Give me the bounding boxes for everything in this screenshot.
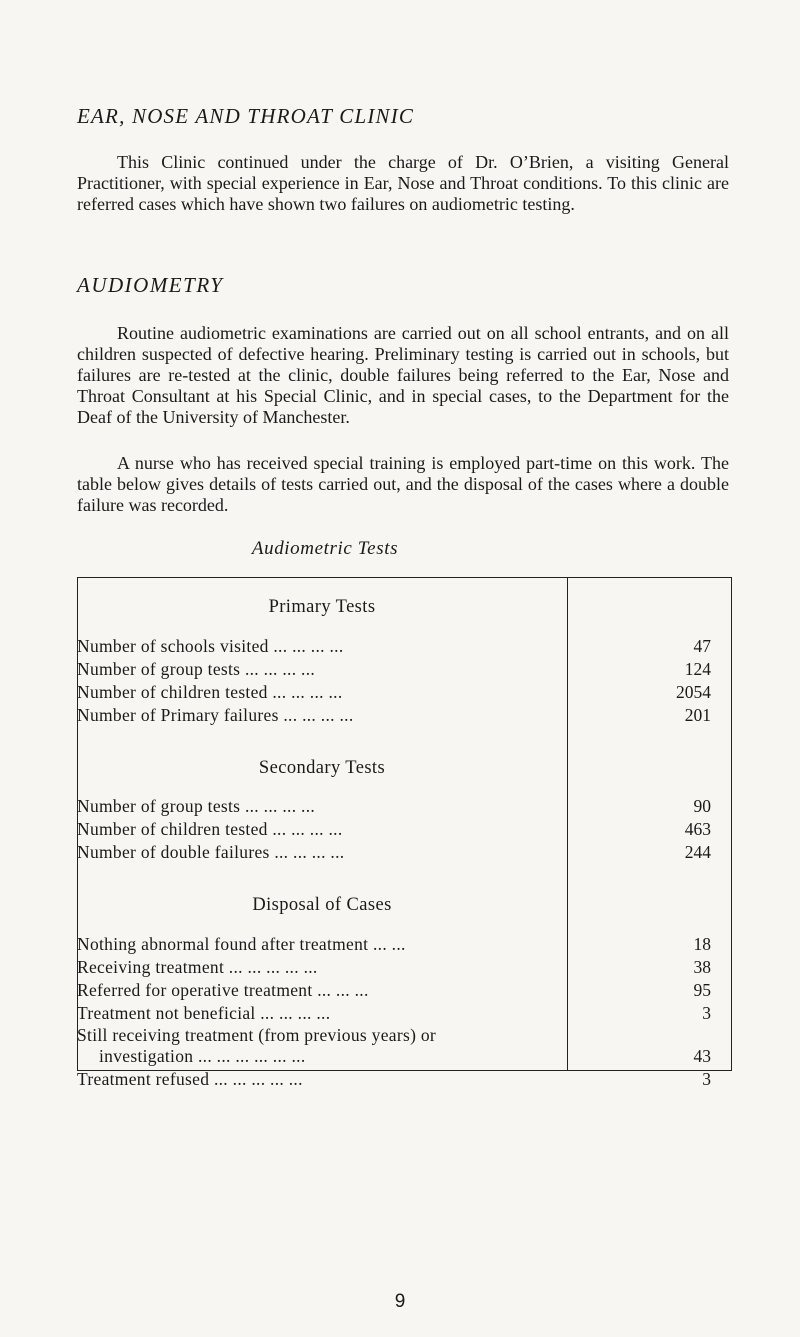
- row-label: Number of group tests ... ... ... ...: [77, 659, 316, 679]
- row-label: Still receiving treatment (from previous years) or: [77, 1025, 437, 1045]
- row-label: investigation ... ... ... ... ... ...: [99, 1046, 306, 1066]
- row-value: 463: [684, 819, 711, 839]
- table-row: [77, 1046, 733, 1068]
- table-row: [77, 980, 733, 1002]
- row-value: 95: [693, 980, 711, 1000]
- row-value: 90: [693, 796, 711, 816]
- section-title-secondary: Secondary Tests: [258, 758, 386, 778]
- table-row: [77, 819, 733, 841]
- row-label: Number of double failures ... ... ... ...: [77, 842, 345, 862]
- table-row: [77, 1003, 733, 1025]
- row-value: 18: [693, 934, 711, 954]
- table-row: [77, 659, 733, 681]
- table-row: [77, 705, 733, 727]
- row-value: 38: [693, 957, 711, 977]
- table-row: [77, 934, 733, 956]
- table-row: [77, 957, 733, 979]
- row-label: Number of group tests ... ... ... ...: [77, 796, 316, 816]
- row-label: Receiving treatment ... ... ... ... ...: [77, 957, 318, 977]
- section-title-disposal: Disposal of Cases: [252, 895, 392, 915]
- audiometry-heading: AUDIOMETRY: [77, 273, 224, 297]
- row-label: Treatment not beneficial ... ... ... ...: [77, 1003, 331, 1023]
- row-value: 124: [684, 659, 711, 679]
- clinic-heading: EAR, NOSE AND THROAT CLINIC: [77, 104, 415, 128]
- row-label: Number of schools visited ... ... ... ...: [77, 636, 344, 656]
- row-label: Number of children tested ... ... ... ...: [77, 682, 343, 702]
- table-row: [77, 682, 733, 704]
- audiometry-paragraph-2: A nurse who has received special training is employed part-time on this work. The table below gives details of tests carried out, and the disposal of the cases where a double failure was recorded.: [77, 453, 729, 515]
- row-label: Nothing abnormal found after treatment ... ...: [77, 934, 406, 954]
- row-value: 2054: [676, 682, 711, 702]
- table-row: [77, 842, 733, 864]
- page-number: 9: [394, 1291, 406, 1312]
- row-value: 244: [684, 842, 711, 862]
- row-value: 201: [684, 705, 711, 725]
- row-value: 3: [702, 1003, 711, 1023]
- table-row: [77, 636, 733, 658]
- row-label: Number of children tested ... ... ... ...: [77, 819, 343, 839]
- row-value: 43: [693, 1046, 711, 1066]
- row-value: 47: [693, 636, 711, 656]
- section-title-primary-text: Primary Tests: [268, 597, 376, 617]
- row-label: Treatment refused ... ... ... ... ...: [77, 1069, 303, 1089]
- table-row: [77, 796, 733, 818]
- row-label: Number of Primary failures ... ... ... ...: [77, 705, 354, 725]
- table-caption: Audiometric Tests: [251, 538, 399, 559]
- table-row: [77, 1069, 733, 1091]
- row-value: 3: [702, 1069, 711, 1089]
- audiometry-paragraph-1: Routine audiometric examinations are carried out on all school entrants, and on all children suspected of defective hearing. Preliminary testing is carried out in schools, but failures are re-tested at the clinic, double failures being referred to the Ear, Nose and Throat Consultant at his Special Clinic, and in special cases, to the Department for the Deaf of the University of Manchester.: [77, 323, 729, 427]
- clinic-paragraph: This Clinic continued under the charge of Dr. O’Brien, a visiting General Practitioner, with special experience in Ear, Nose and Throat conditions. To this clinic are referred cases which have shown two failures on audiometric testing.: [77, 152, 729, 214]
- row-label: Referred for operative treatment ... ... ...: [77, 980, 369, 1000]
- table-row: [77, 1025, 733, 1047]
